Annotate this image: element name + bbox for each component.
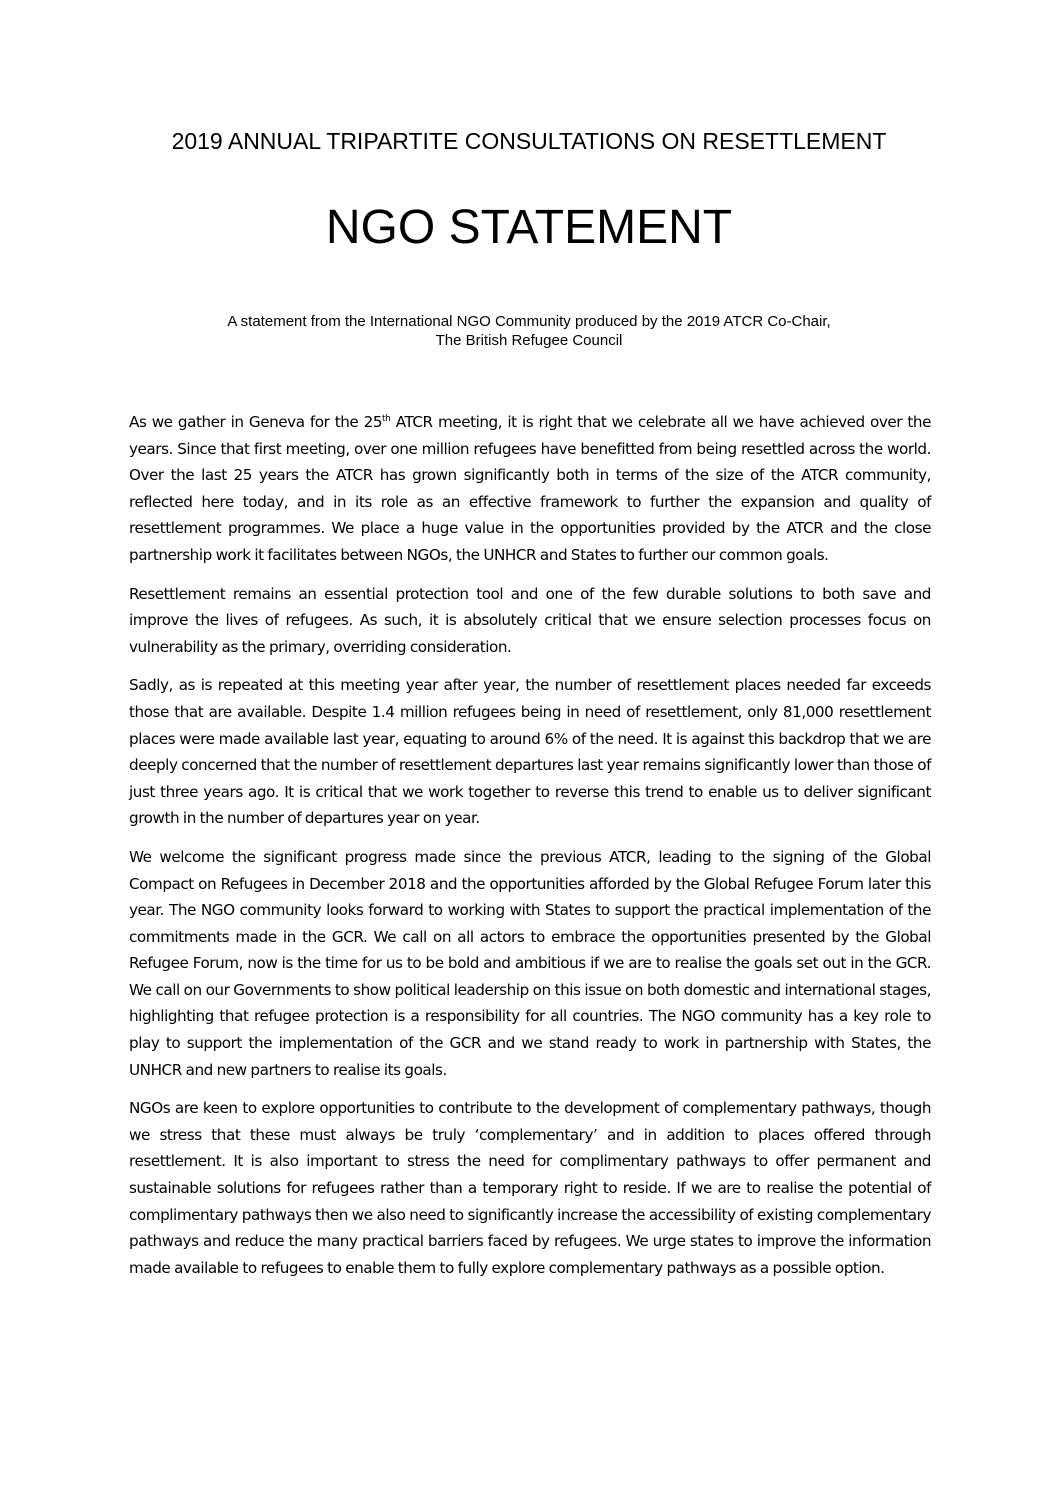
conference-title: 2019 ANNUAL TRIPARTITE CONSULTATIONS ON RESETTLEMENT: [171, 128, 887, 154]
page-title: NGO STATEMENT: [325, 201, 733, 254]
subtitle-line-1: A statement from the International NGO Community produced by the 2019 ATCR Co-Chair,: [227, 313, 831, 330]
ordinal-suffix: th: [382, 413, 391, 424]
statement-body: [129, 409, 931, 1293]
paragraph-1-text-end: ATCR meeting, it is right that we celebrate all we have achieved over the years. Since that first meeting, over one million refugees have benefitted from being resettled across the world. Over the last 25 years the ATCR has grown significantly both in terms of the size of the ATCR community, reflected here today, and in its role as an effective framework to further the expansion and quality of resettlement programmes. We place a huge value in the opportunities provided by the ATCR and the close partnership work it facilitates between NGOs, the UNHCR and States to further our common goals.: [129, 413, 931, 564]
paragraph-4: We welcome the significant progress made since the previous ATCR, leading to the signing of the Global Compact on Refugees in December 2018 and the opportunities afforded by the Global Refugee Forum later this year. The NGO community looks forward to working with States to support the practical implementation of the commitments made in the GCR. We call on all actors to embrace the opportunities presented by the Global Refugee Forum, now is the time for us to be bold and ambitious if we are to realise the goals set out in the GCR. We call on our Governments to show political leadership on this issue on both domestic and international stages, highlighting that refugee protection is a responsibility for all countries. The NGO community has a key role to play to support the implementation of the GCR and we stand ready to work in partnership with States, the UNHCR and new partners to realise its goals.: [129, 847, 931, 1079]
paragraph-1-text-start: As we gather in Geneva for the 25: [129, 413, 383, 431]
paragraph-2: Resettlement remains an essential protection tool and one of the few durable solutions to both save and improve the lives of refugees. As such, it is absolutely critical that we ensure selection processes focus on vulnerability as the primary, overriding consideration.: [129, 584, 931, 656]
paragraph-5: NGOs are keen to explore opportunities to contribute to the development of complementary pathways, though we stress that these must always be truly ‘complementary’ and in addition to places offered through resettlement. It is also important to stress the need for complimentary pathways to offer permanent and sustainable solutions for refugees rather than a temporary right to reside. If we are to realise the potential of complimentary pathways then we also need to significantly increase the accessibility of existing complementary pathways and reduce the many practical barriers faced by refugees. We urge states to improve the information made available to refugees to enable them to fully explore complementary pathways as a possible option.: [129, 1099, 931, 1277]
subtitle-line-2: The British Refugee Council: [435, 332, 623, 349]
paragraph-1: [129, 409, 931, 569]
paragraph-3: Sadly, as is repeated at this meeting year after year, the number of resettlement places needed far exceeds those that are available. Despite 1.4 million refugees being in need of resettlement, only 81,000 resettlement places were made available last year, equating to around 6% of the need. It is against this backdrop that we are deeply concerned that the number of resettlement departures last year remains significantly lower than those of just three years ago. It is critical that we work together to reverse this trend to enable us to deliver significant growth in the number of departures year on year.: [129, 676, 931, 828]
subtitle: [0, 312, 1058, 350]
